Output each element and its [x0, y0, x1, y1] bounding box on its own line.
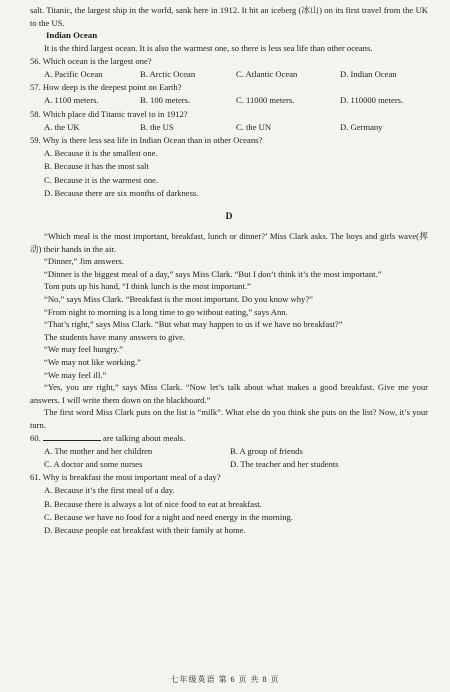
paragraph: “From night to morning is a long time to go without eating,” says Ann.	[44, 306, 288, 317]
question-stem: 57. How deep is the deepest point on Earth?	[30, 82, 182, 93]
paragraph: “That’s right,” says Miss Clark. “But what may happen to us if we have no breakfast?”	[44, 319, 343, 330]
question-stem: 59. Why is there less sea life in Indian Ocean than in other Oceans?	[30, 135, 263, 145]
question-stem: 61. Why is breakfast the most important meal of a day?	[30, 472, 221, 483]
passage-d	[30, 230, 428, 432]
question-56	[30, 55, 428, 81]
paragraph: “We may feel ill.”	[44, 369, 107, 380]
option-a: A. The mother and her children	[44, 445, 153, 456]
question-text: are talking about meals.	[100, 432, 186, 443]
option-c: C. Because we have no food for a night and need energy in the morning.	[44, 511, 293, 522]
option-a: A. Because it is the smallest one.	[44, 148, 158, 159]
option-a: A. Because it’s the first meal of a day.	[44, 485, 175, 496]
option-c: C. Atlantic Ocean	[236, 68, 298, 79]
question-stem: 56. Which ocean is the largest one?	[30, 55, 152, 66]
question-57	[30, 81, 428, 107]
option-b: B. the US	[140, 121, 174, 132]
paragraph: “Yes, you are right,” says Miss Clark. “Now let’s talk about what makes a good breakfast. Give me your answers. I will write them down on the blackboard.”	[30, 382, 428, 405]
question-number: 60.	[30, 432, 41, 443]
page-footer: 七年级英语 第 6 页 共 8 页	[170, 675, 280, 684]
option-b: B. 100 meters.	[140, 95, 191, 106]
question-stem	[30, 432, 428, 445]
indian-ocean-heading: Indian Ocean	[46, 30, 98, 41]
question-stem: 58. Which place did Titanic travel to in 1912?	[30, 108, 188, 119]
option-b: B. A group of friends	[230, 445, 303, 456]
passage-c-continuation: salt. Titanic, the largest ship in the world, sank here in 1912. It hit an iceberg (冰山) on its first travel from the UK to the US.	[30, 5, 428, 28]
option-a: A. 1100 meters.	[44, 95, 99, 106]
option-c: C. A doctor and some nurses	[44, 458, 143, 469]
question-60	[30, 432, 428, 472]
answer-blank	[43, 432, 101, 441]
option-d: D. Because there are six months of darkness.	[44, 187, 199, 198]
option-b: B. Arctic Ocean	[140, 68, 196, 79]
paragraph: The students have many answers to give.	[44, 331, 186, 342]
section-d-title: D	[225, 212, 233, 223]
option-a: A. the UK	[44, 121, 80, 132]
option-b: B. Because there is always a lot of nice food to eat at breakfast.	[44, 498, 262, 509]
question-59	[30, 134, 428, 200]
paragraph: “We may feel hungry.”	[44, 344, 123, 355]
paragraph: “No,” says Miss Clark. “Breakfast is the most important. Do you know why?”	[44, 293, 313, 304]
paragraph: “We may not like working.”	[44, 356, 141, 367]
option-a: A. Pacific Ocean	[44, 68, 103, 79]
option-c: C. 11000 meters.	[236, 95, 295, 106]
option-d: D. The teacher and her students	[230, 458, 339, 469]
option-d: D. 110000 meters.	[340, 95, 404, 106]
option-d: D. Because people eat breakfast with their family at home.	[44, 524, 246, 535]
question-58	[30, 108, 428, 134]
option-c: C. the UN	[236, 121, 272, 132]
indian-ocean-text: It is the third largest ocean. It is also the warmest one, so there is less sea life than other oceans.	[44, 43, 373, 54]
option-d: D. Germany	[340, 121, 383, 132]
paragraph: Tom puts up his hand, “I think lunch is the most important.”	[44, 281, 251, 292]
question-61	[30, 471, 428, 537]
option-d: D. Indian Ocean	[340, 68, 397, 79]
paragraph: “Dinner,” Jim answers.	[44, 256, 124, 267]
paragraph: “Dinner is the biggest meal of a day,” says Miss Clark. “But I don’t think it’s the most important.”	[44, 268, 382, 279]
option-c: C. Because it is the warmest one.	[44, 174, 159, 185]
option-b: B. Because it has the most salt	[44, 161, 149, 172]
paragraph: “Which meal is the most important, breakfast, lunch or dinner?’ Miss Clark asks. The boys and girls wave(挥动) their hands in the air.	[30, 231, 428, 254]
paragraph: The first word Miss Clark puts on the list is “milk”. What else do you think she puts on the list? Now, it’s your turn.	[30, 407, 428, 430]
